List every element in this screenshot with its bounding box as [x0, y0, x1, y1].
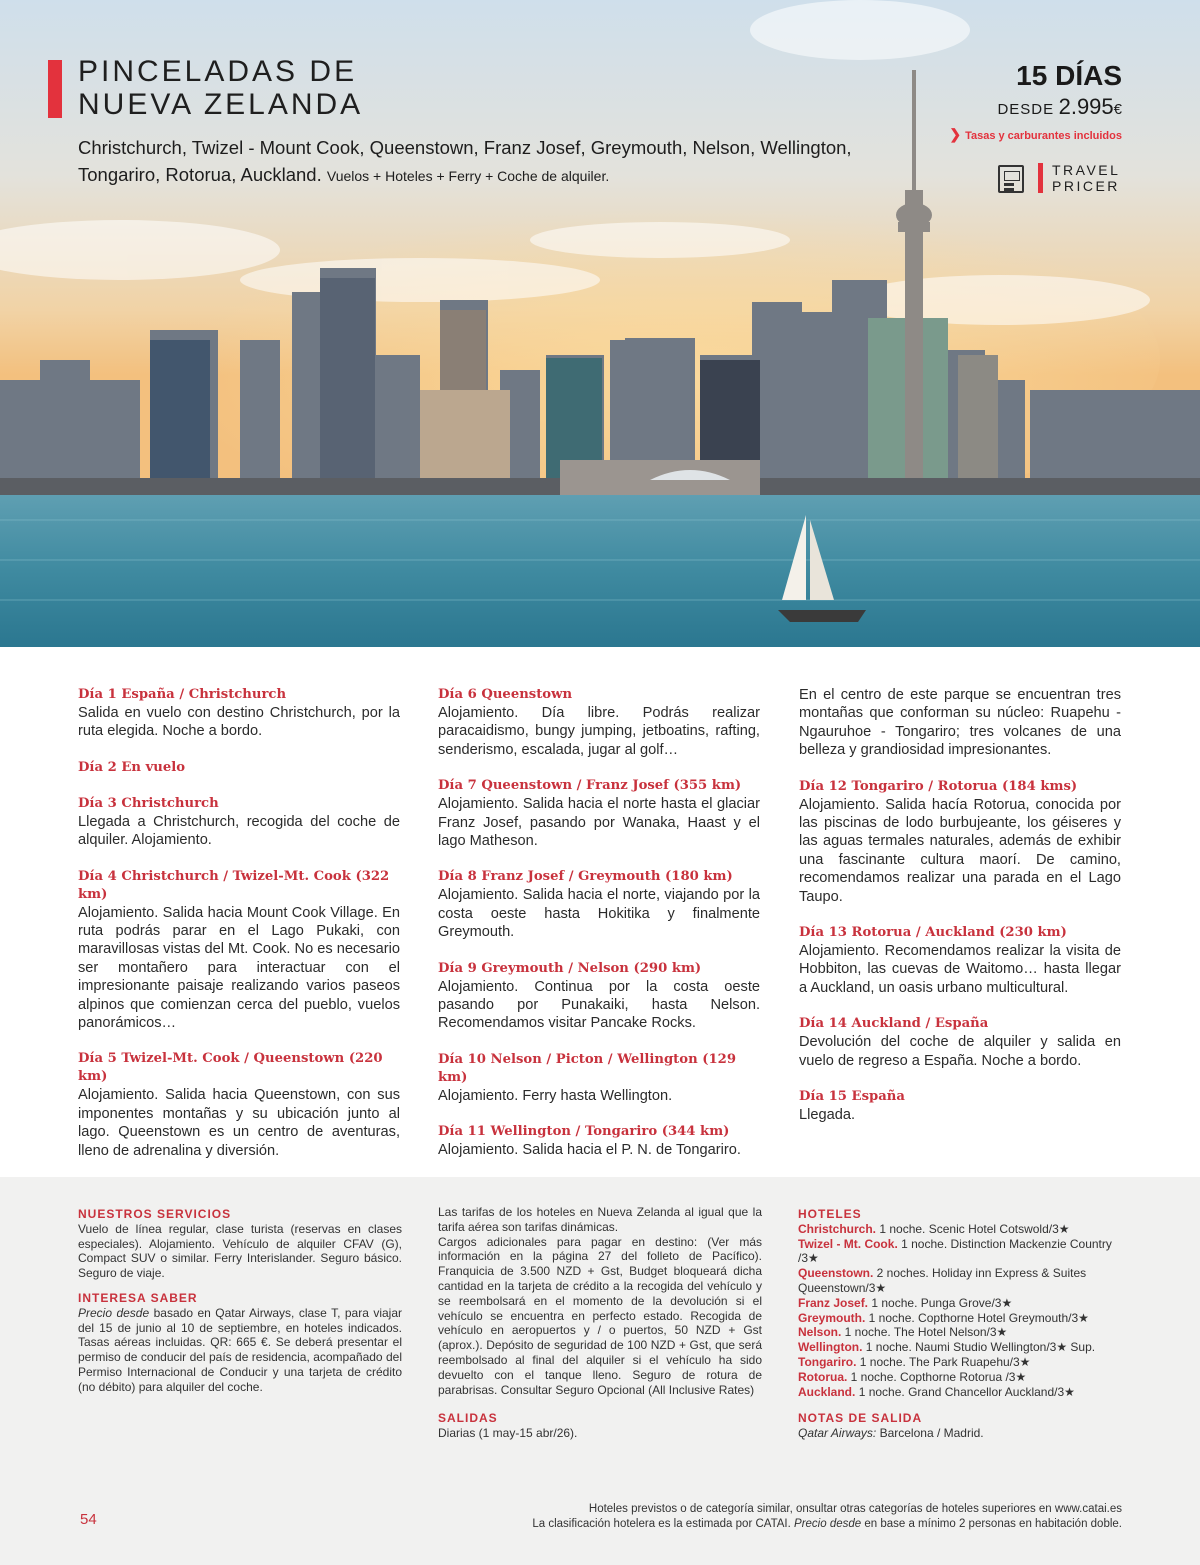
notas-text: Qatar Airways: Barcelona / Madrid.	[798, 1426, 984, 1441]
itinerary-day: Día 10 Nelson / Picton / Wellington (129 km) Alojamiento. Ferry hasta Wellington.	[438, 1051, 737, 1104]
services-text: Vuelo de línea regular, clase turista (reservas en clases especiales). Alojamiento. Vehículo de alquiler CFAV (G), Compact SUV o similar. Ferry Interislander. Seguro básico. Seguro de viaje.	[78, 1221, 402, 1281]
itinerary-day: Día 1 España / Christchurch Salida en vuelo con destino Christchurch, por la ruta elegida. Noche a bordo.	[78, 687, 400, 740]
hotel-item: Tongariro. 1 noche. The Park Ruapehu/3★	[798, 1354, 1031, 1369]
hotel-item: Twizel - Mt. Cook. 1 noche. Distinction Mackenzie Country /3★	[798, 1236, 1112, 1266]
hotel-item: Christchurch. 1 noche. Scenic Hotel Cotswold/3★	[798, 1221, 1070, 1236]
days-count: 15 DÍAS	[1016, 60, 1122, 91]
hotel-item: Nelson. 1 noche. The Hotel Nelson/3★	[798, 1325, 1008, 1340]
info-column-1	[78, 1205, 402, 1405]
itinerary-column-2	[438, 686, 760, 1178]
services-heading: NUESTROS SERVICIOS	[78, 1207, 232, 1221]
page-title: PINCELADAS DE NUEVA ZELANDA	[78, 55, 364, 121]
info-column-2	[438, 1205, 762, 1451]
desde-label: DESDE	[997, 101, 1055, 118]
hotel-item: Franz Josef. 1 noche. Punga Grove/3★	[798, 1295, 1013, 1310]
includes-text: Vuelos + Hoteles + Ferry + Coche de alquiler.	[326, 168, 610, 184]
itinerary-day: Día 9 Greymouth / Nelson (290 km) Alojamiento. Continua por la costa oeste pasando por Punakaiki, hasta Nelson. Recomendamos visitar Pancake Rocks.	[438, 960, 760, 1032]
itinerary-day: Día 13 Rotorua / Auckland (230 km) Alojamiento. Recomendamos realizar la visita de Hobbiton, las cuevas de Waitomo… hasta llegar a Auckland, un oasis urbano multicultural.	[799, 925, 1121, 996]
hotel-item: Rotorua. 1 noche. Copthorne Rotorua /3★	[798, 1369, 1027, 1384]
itinerary-day: Día 15 España Llegada.	[799, 1089, 905, 1124]
notas-heading: NOTAS DE SALIDA	[798, 1411, 923, 1426]
price-line	[997, 94, 1122, 120]
chevron-right-icon: ❯	[949, 126, 962, 142]
itinerary-day: Día 11 Wellington / Tongariro (344 km) Alojamiento. Salida hacia el P. N. de Tongariro.	[438, 1124, 741, 1159]
travel-pricer-logo: TRAVEL PRICER	[1052, 162, 1121, 194]
salidas-text: Diarias (1 may-15 abr/26).	[438, 1426, 578, 1441]
itinerary-day: Día 12 Tongariro / Rotorua (184 kms) Alojamiento. Salida hacía Rotorua, conocida por las piscinas de lodo burbujeante, los géiseres y las aguas termales naturales, además de exhibir una fascinante cultura maorí. De camino, recomendamos realizar una parada en el Lago Taupo.	[799, 778, 1121, 905]
hotel-item: Auckland. 1 noche. Grand Chancellor Auckland/3★	[798, 1384, 1075, 1399]
footer-note: Hoteles previstos o de categoría similar, onsultar otras categorías de hoteles superiores en www.catai.es La clasificación hotelera es la estimada por CATAI. Precio desde en base a mínimo 2 personas en habitación doble.	[532, 1503, 1122, 1530]
itinerary-day: Día 3 Christchurch Llegada a Christchurch, recogida del coche de alquiler. Alojamiento.	[78, 795, 400, 849]
itinerary-day: Día 7 Queenstown / Franz Josef (355 km) Alojamiento. Salida hacia el norte hasta el glaciar Franz Josef, pasando por Wanaka, Haast y el lago Matheson.	[438, 778, 760, 850]
tasas-note: ❯ Tasas y carburantes incluidos	[949, 126, 1122, 142]
price-value: 2.995	[1058, 94, 1114, 119]
price-currency: €	[1113, 101, 1122, 118]
itinerary-day: Día 5 Twizel-Mt. Cook / Queenstown (220 km) Alojamiento. Salida hacia Queenstown, con sus imponentes montañas y su ubicación junto al lago. Queenstown es un centro de aventuras, lleno de adrenalina y diversión.	[78, 1051, 400, 1159]
itinerary-day: Día 8 Franz Josef / Greymouth (180 km) Alojamiento. Salida hacia el norte, viajando por la costa oeste hasta Hokitika y finalmente Greymouth.	[438, 869, 760, 941]
hotel-item: Wellington. 1 noche. Naumi Studio Wellington/3★ Sup.	[798, 1340, 1096, 1355]
tarifas-text-2: Cargos adicionales para pagar en destino: (Ver más información en la página 27 del folleto de Pacífico). Franquicia de 3.500 NZD + Gst, Budget bloqueará dicha cantidad en la tarjeta de crédito a la recogida del vehículo y se reembolsará en el momento de la devolución si el vehículo se encuentra en perfecto estado. Recogida de vehículo en aeropuertos y / o puertos, 50 NZD + Gst (aprox.). Depósito de seguridad de 100 NZD + Gst, que será reembolsado al final del alquiler si el vehículo ha sido devuelto con el tanque lleno. Seguro de rotura de parabrisas. Consultar Seguro Opcional (All Inclusive Rates)	[438, 1234, 762, 1397]
itinerary-day: Día 14 Auckland / España Devolución del coche de alquiler y salida en vuelo de regreso a España. Noche a bordo.	[799, 1016, 1121, 1069]
interesa-text: Precio desde basado en Qatar Airways, clase T, para viajar del 15 de junio al 10 de septiembre, en hoteles indicados. Tasas aéreas incluidas. QR: 665 €. Se deberá presentar el permiso de conducir del país de residencia, acompañado del Permiso Internacional de Conducir y una tarjeta de crédito (no débito) para alquiler del coche.	[78, 1305, 403, 1394]
itinerary-column-3	[799, 686, 1121, 1143]
hotel-item: Queenstown. 2 noches. Holiday inn Express & Suites Queenstown/3★	[798, 1266, 1087, 1295]
page-number: 54	[80, 1511, 97, 1528]
interesa-heading: INTERESA SABER	[78, 1290, 198, 1305]
tarifas-text-1: Las tarifas de los hoteles en Nueva Zelanda al igual que la tarifa aérea son tarifas dinámicas.	[438, 1205, 762, 1234]
route-text: Christchurch, Twizel - Mount Cook, Queenstown, Franz Josef, Greymouth, Nelson, Wellington, Tongariro, Rotorua, Auckland.	[78, 137, 852, 185]
itinerary-day: Día 4 Christchurch / Twizel-Mt. Cook (322 km) Alojamiento. Salida hacia Mount Cook Village. En ruta podrás parar en el Lago Pukaki, con maravillosas vistas del Mt. Cook. No es necesario ser montañero para interactuar con el impresionante paisaje realizando varios paseos alpinos que comienzan cerca del pueblo, vuelos panorámicos…	[78, 868, 400, 1032]
itinerary-day-continued: En el centro de este parque se encuentran tres montañas que conforman su núcleo: Ruapehu - Ngauruhoe - Tongariro; tres volcanes de una belleza y grandiosidad impresionantes.	[799, 687, 1121, 759]
calculator-icon	[998, 165, 1024, 193]
itinerary-day: Día 6 Queenstown Alojamiento. Día libre. Podrás realizar paracaidismo, bungy jumping, jetboatins, rafting, senderismo, escalada, jugar al golf…	[438, 687, 760, 758]
title-accent-bar	[48, 60, 62, 118]
info-column-3	[798, 1205, 1122, 1451]
hotel-item: Greymouth. 1 noche. Copthorne Hotel Greymouth/3★	[798, 1310, 1089, 1325]
itinerary-day: Día 2 En vuelo	[78, 759, 186, 775]
route-subtitle	[78, 134, 878, 190]
salidas-heading: SALIDAS	[438, 1411, 498, 1426]
travel-pricer-bar	[1038, 163, 1043, 193]
hoteles-heading: HOTELES	[798, 1207, 862, 1221]
itinerary-column-1	[78, 686, 400, 1178]
